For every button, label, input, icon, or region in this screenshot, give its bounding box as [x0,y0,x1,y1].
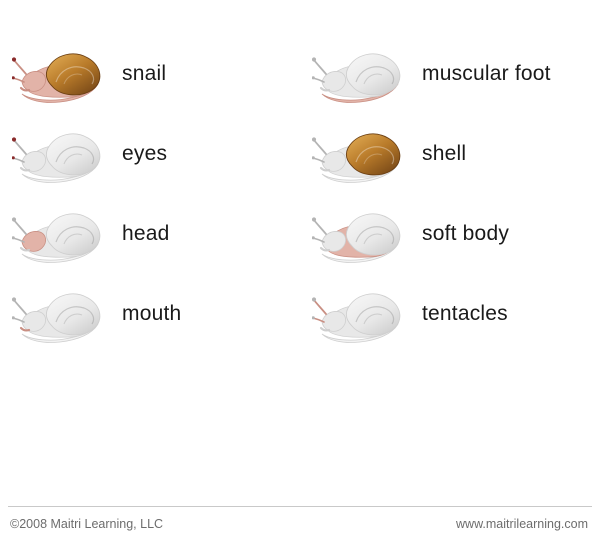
website-text: www.maitrilearning.com [456,517,588,531]
card-label: eyes [122,142,168,165]
copyright-text: ©2008 Maitri Learning, LLC [10,517,164,531]
card-label: snail [122,62,167,85]
snail-shell [46,214,100,255]
nomenclature-card [300,274,600,354]
card-label: muscular foot [422,62,551,85]
nomenclature-card [300,194,600,274]
snail-illustration [312,38,412,110]
snail-image [12,278,112,350]
snail-image [12,198,112,270]
snail-illustration [12,118,112,190]
snail-shell [46,294,100,335]
snail-eye-left [312,137,316,141]
snail-tentacle-upper [14,300,26,314]
card-label: tentacles [422,302,508,325]
card-grid [0,34,600,354]
card-label: mouth [122,302,182,325]
page-footer [0,506,600,548]
snail-eye-left [12,137,16,141]
snail-tentacle-upper [314,220,326,234]
snail-shell [46,134,100,175]
card-label: head [122,222,170,245]
snail-shell [346,214,400,255]
snail-eye-left [12,217,16,221]
snail-eye-left [12,297,16,301]
snail-shell [346,54,400,95]
nomenclature-card [0,34,300,114]
snail-image [312,278,412,350]
nomenclature-card [300,114,600,194]
snail-illustration [12,278,112,350]
snail-shell [46,54,100,95]
snail-eye-left [312,217,316,221]
snail-image [312,38,412,110]
snail-illustration [312,198,412,270]
snail-tentacle-upper [14,140,26,154]
snail-eye-left [312,57,316,61]
nomenclature-card [0,274,300,354]
snail-image [312,118,412,190]
snail-illustration [12,198,112,270]
snail-eye-left [312,297,316,301]
card-label: soft body [422,222,510,245]
snail-image [12,38,112,110]
snail-image [12,118,112,190]
snail-illustration [12,38,112,110]
snail-tentacle-upper [314,140,326,154]
card-label: shell [422,142,467,165]
snail-eye-left [12,57,16,61]
snail-tentacle-upper [14,220,26,234]
snail-shell [346,294,400,335]
snail-shell [346,134,400,175]
snail-tentacle-upper [314,60,326,74]
snail-illustration [312,118,412,190]
footer-divider [8,506,592,507]
snail-image [312,198,412,270]
snail-illustration [312,278,412,350]
nomenclature-card [0,114,300,194]
snail-tentacle-upper [14,60,26,74]
nomenclature-card [300,34,600,114]
nomenclature-card [0,194,300,274]
snail-tentacle-upper [314,300,326,314]
